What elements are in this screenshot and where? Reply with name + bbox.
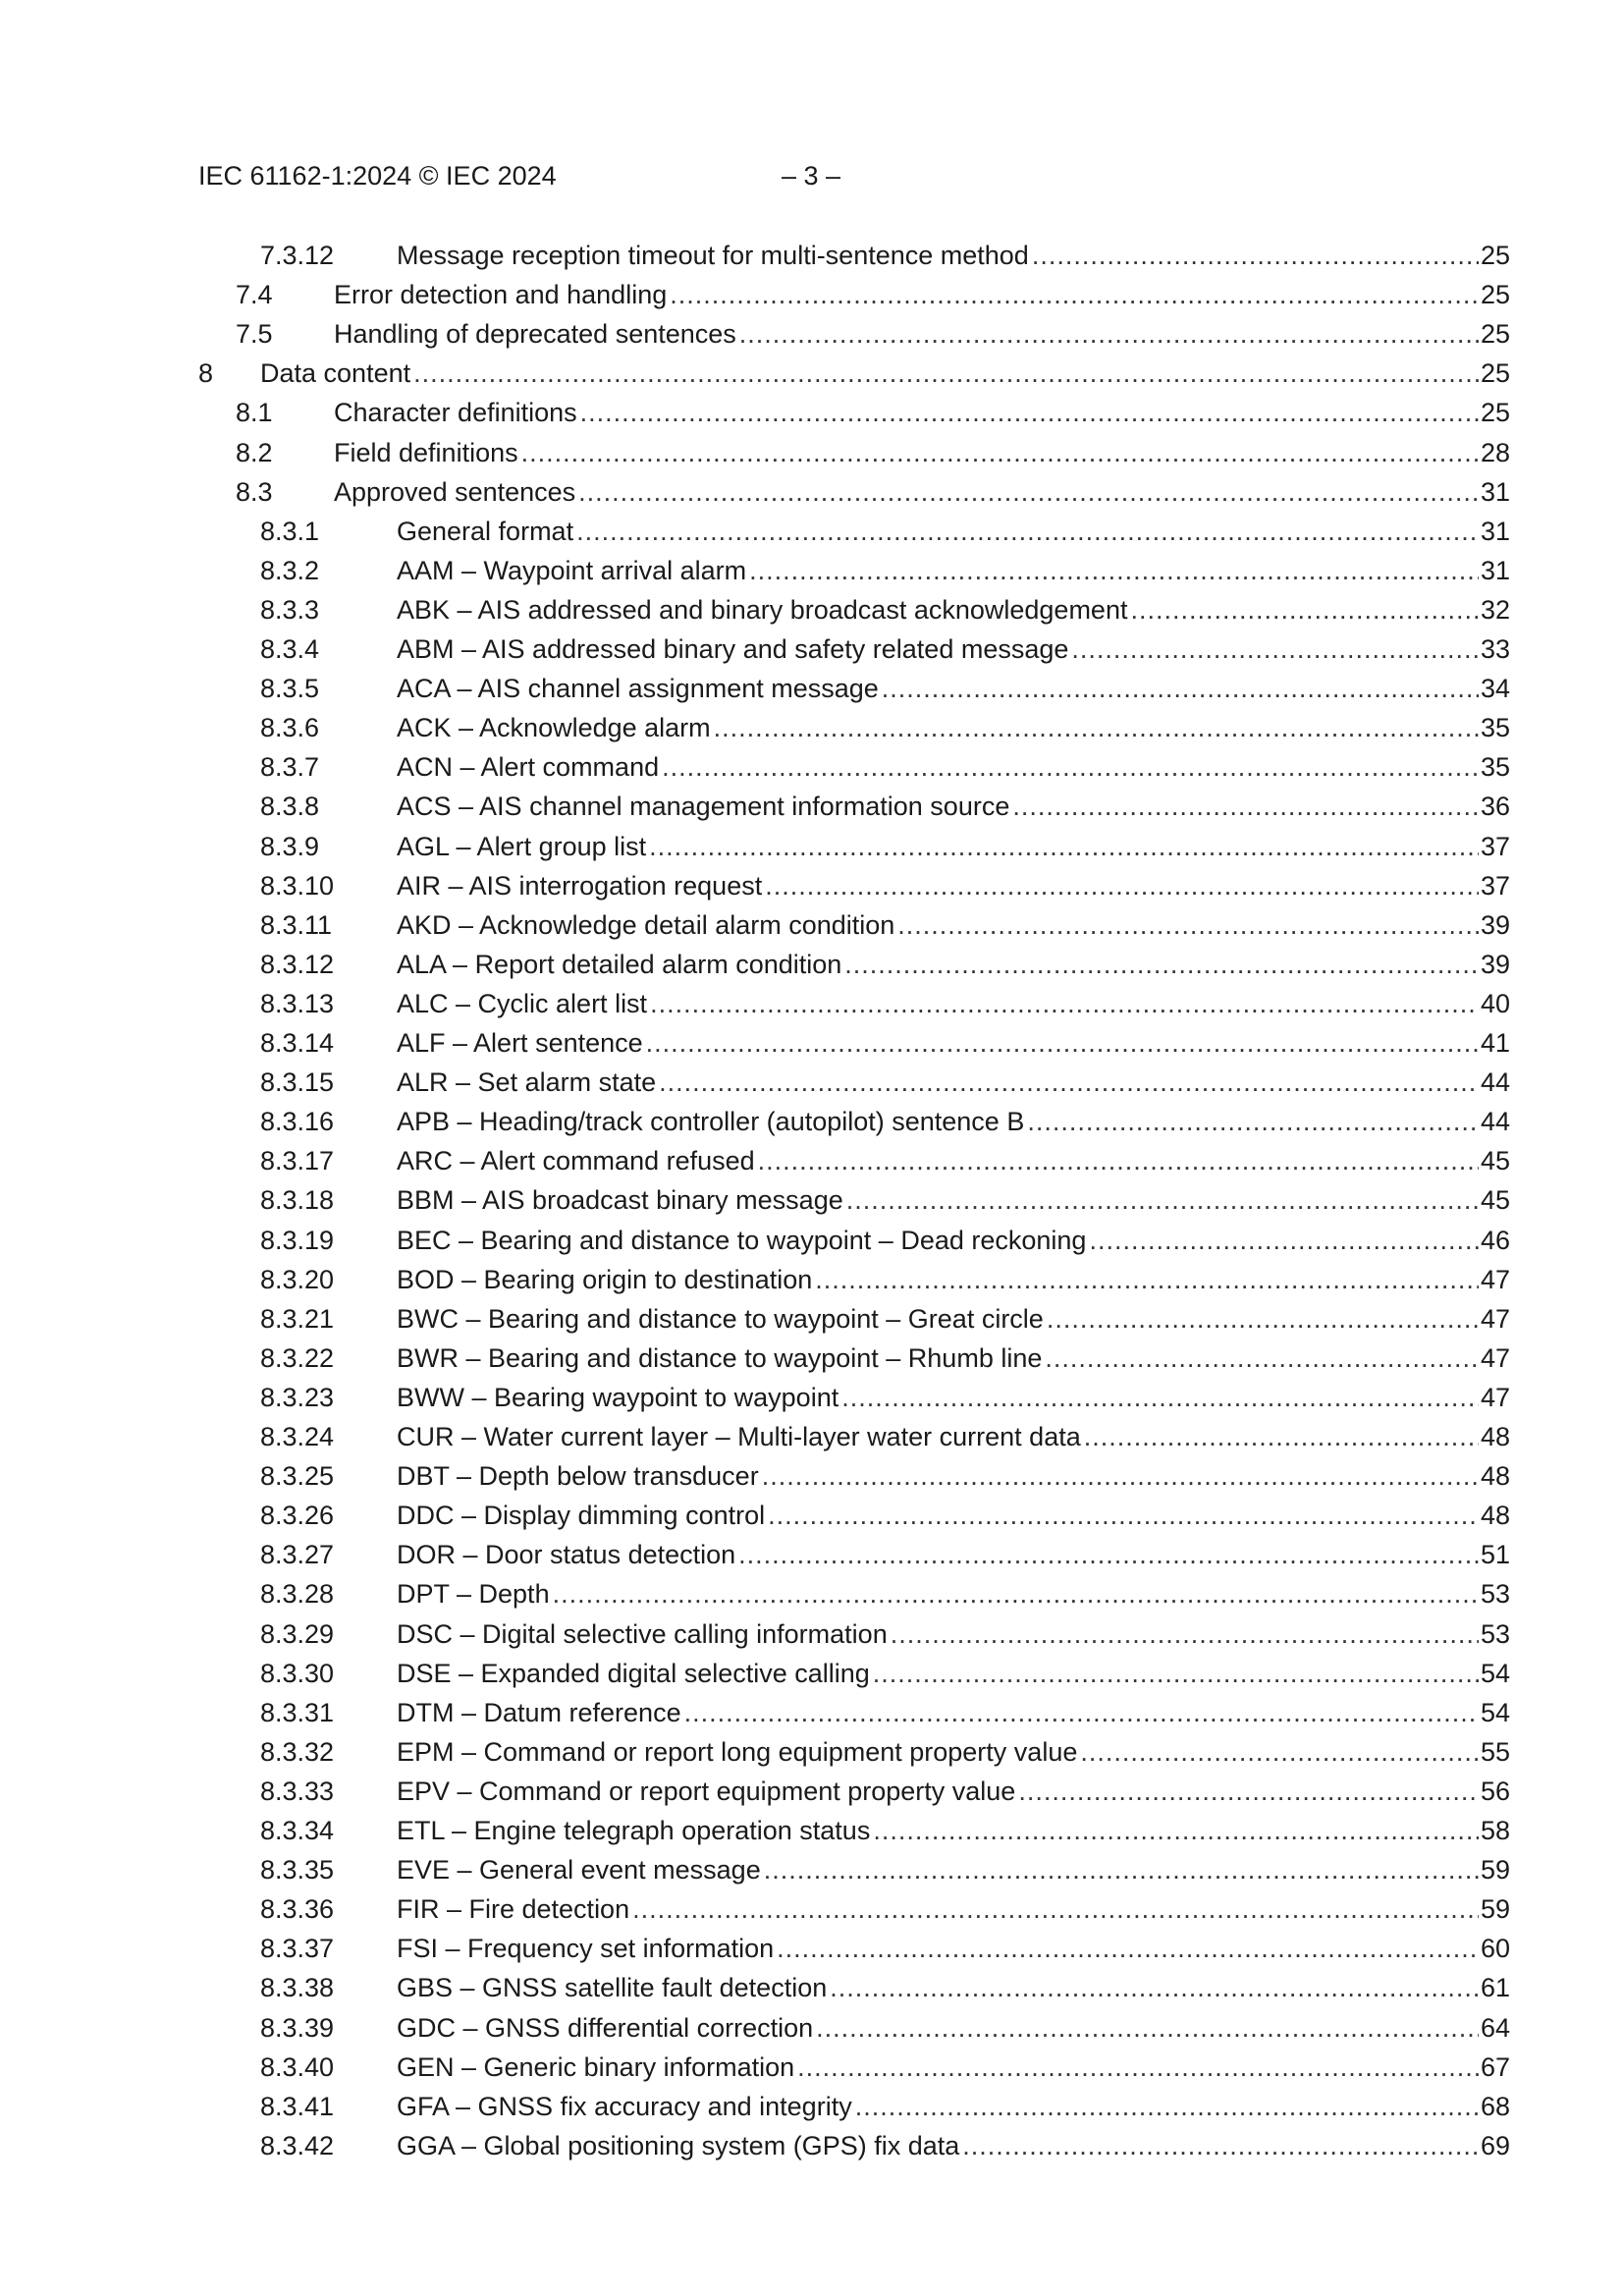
toc-entry-page: 54 [1480,1658,1510,1688]
toc-entry-page: 25 [1480,280,1510,310]
toc-entry-page: 35 [1480,713,1510,743]
toc-entry[interactable] [0,747,1623,787]
dot-leader [670,275,1479,314]
toc-entry-page: 37 [1480,831,1510,861]
toc-entry[interactable] [0,905,1623,945]
toc-entry[interactable] [0,629,1623,669]
toc-entry-number: 7.3.12 [260,241,335,270]
toc-entry-title: BEC – Bearing and distance to waypoint – Dead reckoning [397,1225,1087,1255]
toc-entry[interactable] [0,1221,1623,1260]
toc-entry[interactable] [0,472,1623,512]
toc-entry-number: 8.3.29 [260,1618,335,1649]
toc-entry-number: 8.3.33 [260,1776,335,1806]
toc-entry-page: 31 [1480,516,1510,546]
toc-entry-page: 51 [1480,1540,1510,1570]
toc-entry-number: 8.3.27 [260,1540,335,1570]
dot-leader [882,669,1479,708]
toc-entry-page: 68 [1480,2091,1510,2121]
dot-leader [1045,1339,1479,1378]
toc-entry-page: 48 [1480,1461,1510,1492]
toc-entry-title: BWW – Bearing waypoint to waypoint [397,1382,839,1412]
dot-leader [413,354,1479,393]
toc-entry-page: 35 [1480,752,1510,783]
toc-entry[interactable] [0,393,1623,432]
toc-entry[interactable] [0,236,1623,275]
toc-entry[interactable] [0,1574,1623,1613]
toc-entry[interactable] [0,945,1623,984]
toc-entry-page: 31 [1480,476,1510,507]
dot-leader [841,1378,1479,1417]
toc-entry-page: 31 [1480,555,1510,585]
toc-entry-number: 8.3.30 [260,1658,335,1688]
toc-entry[interactable] [0,1968,1623,2007]
toc-entry-number: 8.3.34 [260,1816,335,1845]
dot-leader [1027,1102,1479,1141]
toc-entry-title: BBM – AIS broadcast binary message [397,1185,843,1216]
toc-entry-page: 36 [1480,792,1510,822]
dot-leader [1032,236,1479,275]
toc-entry-number: 8.3.6 [260,713,320,743]
dot-leader [765,866,1479,905]
toc-entry-number: 8.2 [236,437,273,467]
toc-entry-title: AAM – Waypoint arrival alarm [397,555,747,585]
toc-entry-title: General format [397,516,574,546]
toc-entry-page: 45 [1480,1146,1510,1176]
toc-entry-title: GFA – GNSS fix accuracy and integrity [397,2091,852,2121]
toc-entry-page: 39 [1480,949,1510,979]
toc-entry[interactable] [0,512,1623,551]
toc-entry-number: 8.3.36 [260,1894,335,1925]
toc-entry[interactable] [0,827,1623,866]
toc-entry[interactable] [0,1417,1623,1456]
toc-entry[interactable] [0,1023,1623,1063]
toc-entry-page: 47 [1480,1303,1510,1334]
dot-leader [1047,1299,1479,1339]
dot-leader [714,708,1479,747]
toc-entry-title: DTM – Datum reference [397,1697,681,1727]
dot-leader [1089,1221,1479,1260]
toc-entry-title: ACA – AIS channel assignment message [397,674,879,704]
toc-entry-page: 54 [1480,1697,1510,1727]
toc-entry-number: 8.3.39 [260,2012,335,2043]
toc-entry-title: DOR – Door status detection [397,1540,736,1570]
toc-entry[interactable] [0,2008,1623,2048]
toc-entry-page: 25 [1480,358,1510,389]
toc-entry-number: 8.3.32 [260,1736,335,1767]
dot-leader [815,1260,1479,1299]
toc-entry-number: 8 [198,358,214,389]
toc-entry-page: 47 [1480,1382,1510,1412]
toc-entry-page: 25 [1480,319,1510,350]
toc-entry-title: GDC – GNSS differential correction [397,2012,814,2043]
dot-leader [846,1180,1479,1220]
toc-entry-number: 8.3.37 [260,1934,335,1964]
toc-entry-page: 60 [1480,1934,1510,1964]
toc-entry-page: 37 [1480,870,1510,901]
toc-entry-title: Handling of deprecated sentences [334,319,736,350]
toc-entry-title: ALR – Set alarm state [397,1067,657,1098]
toc-entry[interactable] [0,1141,1623,1180]
toc-entry[interactable] [0,1772,1623,1811]
toc-entry-title: Error detection and handling [334,280,668,310]
toc-entry-title: ABK – AIS addressed and binary broadcast acknowledgement [397,594,1128,625]
toc-entry-number: 8.3.2 [260,555,320,585]
toc-entry-number: 8.3.5 [260,674,320,704]
toc-entry-page: 55 [1480,1736,1510,1767]
toc-entry-title: EPM – Command or report long equipment property value [397,1736,1078,1767]
toc-entry-title: ACS – AIS channel management information source [397,792,1010,822]
toc-entry-page: 53 [1480,1579,1510,1610]
toc-entry-number: 8.3.31 [260,1697,335,1727]
toc-entry-number: 8.3.12 [260,949,335,979]
toc-entry[interactable] [0,1889,1623,1929]
toc-entry-title: CUR – Water current layer – Multi-layer water current data [397,1422,1081,1451]
dot-leader [830,1968,1479,2007]
dot-leader [1071,629,1479,669]
toc-entry-page: 59 [1480,1855,1510,1886]
toc-entry-title: ACN – Alert command [397,752,660,783]
toc-entry-page: 67 [1480,2051,1510,2082]
toc-entry-title: AGL – Alert group list [397,831,647,861]
toc-entry-number: 8.3.17 [260,1146,335,1176]
dot-leader [576,512,1479,551]
toc-entry-page: 64 [1480,2012,1510,2043]
toc-entry-number: 8.3.9 [260,831,320,861]
dot-leader [777,1929,1479,1968]
toc-entry-page: 48 [1480,1422,1510,1451]
toc-entry-number: 8.3.4 [260,634,320,664]
dot-leader [1130,590,1478,629]
toc-entry[interactable] [0,1299,1623,1339]
dot-leader [797,2048,1479,2087]
toc-entry-number: 8.3.35 [260,1855,335,1886]
dot-leader [580,393,1479,432]
toc-entry-number: 8.3.18 [260,1185,335,1216]
toc-entry-number: 8.3.41 [260,2091,335,2121]
toc-entry-page: 46 [1480,1225,1510,1255]
dot-leader [873,1654,1479,1693]
toc-entry-page: 39 [1480,909,1510,940]
toc-entry[interactable] [0,1339,1623,1378]
toc-entry-title: Character definitions [334,398,577,428]
toc-entry-title: GEN – Generic binary information [397,2051,795,2082]
toc-entry[interactable] [0,984,1623,1023]
toc-entry[interactable] [0,551,1623,590]
toc-entry[interactable] [0,1180,1623,1220]
dot-leader [632,1889,1479,1929]
toc-entry-title: EPV – Command or report equipment property value [397,1776,1016,1806]
toc-entry-number: 8.1 [236,398,273,428]
toc-entry-number: 7.5 [236,319,273,350]
toc-entry-page: 25 [1480,398,1510,428]
toc-entry-number: 8.3.13 [260,988,335,1018]
toc-entry-title: Approved sentences [334,476,576,507]
toc-entry-number: 8.3.26 [260,1501,335,1531]
dot-leader [891,1614,1479,1654]
toc-entry[interactable] [0,2048,1623,2087]
toc-entry-title: DSE – Expanded digital selective calling [397,1658,870,1688]
dot-leader [816,2008,1479,2048]
dot-leader [738,1535,1479,1574]
toc-entry-page: 47 [1480,1342,1510,1373]
toc-entry-title: GBS – GNSS satellite fault detection [397,1973,828,2003]
toc-entry[interactable] [0,1654,1623,1693]
toc-entry-title: APB – Heading/track controller (autopilot) sentence B [397,1107,1025,1137]
toc-entry[interactable] [0,275,1623,314]
dot-leader [662,747,1479,787]
toc-entry[interactable] [0,1850,1623,1889]
toc-entry[interactable] [0,708,1623,747]
toc-entry[interactable] [0,669,1623,708]
toc-entry-number: 8.3.11 [260,909,333,940]
toc-entry-number: 8.3.24 [260,1422,335,1451]
toc-entry-page: 41 [1480,1028,1510,1058]
toc-entry-number: 8.3.38 [260,1973,335,2003]
toc-entry-title: ABM – AIS addressed binary and safety related message [397,634,1069,664]
toc-entry-title: BWC – Bearing and distance to waypoint – Great circle [397,1303,1044,1334]
toc-entry-title: ALF – Alert sentence [397,1028,643,1058]
toc-entry-number: 7.4 [236,280,273,310]
toc-entry[interactable] [0,1732,1623,1772]
toc-entry[interactable] [0,2126,1623,2165]
toc-entry-page: 40 [1480,988,1510,1018]
toc-entry-number: 8.3 [236,476,273,507]
dot-leader [962,2126,1479,2165]
toc-entry[interactable] [0,354,1623,393]
toc-entry-page: 59 [1480,1894,1510,1925]
dot-leader [768,1496,1479,1535]
toc-entry[interactable] [0,1496,1623,1535]
toc-entry-title: ALA – Report detailed alarm condition [397,949,842,979]
toc-entry[interactable] [0,314,1623,354]
dot-leader [521,433,1479,472]
toc-entry[interactable] [0,1063,1623,1102]
toc-entry[interactable] [0,1614,1623,1654]
toc-entry[interactable] [0,1811,1623,1850]
toc-entry-number: 8.3.1 [260,516,320,546]
dot-leader [650,984,1479,1023]
toc-entry[interactable] [0,590,1623,629]
toc-entry-title: Field definitions [334,437,518,467]
document-reference: IEC 61162-1:2024 © IEC 2024 [198,161,557,191]
toc-entry-number: 8.3.20 [260,1264,335,1294]
toc-entry-title: ARC – Alert command refused [397,1146,755,1176]
toc-entry-title: FIR – Fire detection [397,1894,630,1925]
toc-entry-title: BWR – Bearing and distance to waypoint – Rhumb line [397,1342,1043,1373]
toc-entry-title: DSC – Digital selective calling information [397,1618,888,1649]
toc-entry-number: 8.3.14 [260,1028,335,1058]
toc-entry-page: 44 [1480,1067,1510,1098]
toc-entry-page: 28 [1480,437,1510,467]
dot-leader [684,1693,1479,1732]
dot-leader [646,1023,1479,1063]
toc-entry[interactable] [0,1456,1623,1496]
toc-entry-page: 53 [1480,1618,1510,1649]
toc-entry-number: 8.3.15 [260,1067,335,1098]
dot-leader [1084,1417,1479,1456]
dot-leader [553,1574,1479,1613]
toc-entry-number: 8.3.10 [260,870,335,901]
dot-leader [659,1063,1479,1102]
toc-entry-title: ACK – Acknowledge alarm [397,713,711,743]
dot-leader [578,472,1479,512]
toc-entry-number: 8.3.7 [260,752,320,783]
toc-entry-page: 32 [1480,594,1510,625]
page-number: – 3 – [782,161,841,191]
toc-entry-title: FSI – Frequency set information [397,1934,775,1964]
dot-leader [897,905,1479,945]
toc-entry-number: 8.3.21 [260,1303,335,1334]
toc-entry[interactable] [0,866,1623,905]
toc-entry-title: DBT – Depth below transducer [397,1461,759,1492]
toc-entry-page: 58 [1480,1816,1510,1845]
toc-entry-number: 8.3.3 [260,594,320,625]
toc-entry-number: 8.3.25 [260,1461,335,1492]
toc-entry-number: 8.3.19 [260,1225,335,1255]
dot-leader [764,1850,1479,1889]
dot-leader [649,827,1479,866]
toc-entry[interactable] [0,1929,1623,1968]
toc-entry-title: EVE – General event message [397,1855,761,1886]
toc-entry-number: 8.3.8 [260,792,320,822]
toc-entry-page: 44 [1480,1107,1510,1137]
toc-entry[interactable] [0,2087,1623,2126]
toc-entry-title: GGA – Global positioning system (GPS) fix data [397,2130,960,2160]
toc-entry[interactable] [0,1378,1623,1417]
toc-entry-page: 69 [1480,2130,1510,2160]
dot-leader [749,551,1479,590]
dot-leader [873,1811,1479,1850]
toc-entry-page: 45 [1480,1185,1510,1216]
toc-entry-title: DPT – Depth [397,1579,550,1610]
dot-leader [1018,1772,1479,1811]
toc-entry-page: 48 [1480,1501,1510,1531]
toc-entry-page: 25 [1480,241,1510,270]
toc-entry-title: DDC – Display dimming control [397,1501,766,1531]
toc-entry-page: 33 [1480,634,1510,664]
toc-entry-number: 8.3.28 [260,1579,335,1610]
toc-entry-title: BOD – Bearing origin to destination [397,1264,813,1294]
dot-leader [758,1141,1479,1180]
toc-entry[interactable] [0,1102,1623,1141]
dot-leader [855,2087,1479,2126]
toc-entry[interactable] [0,787,1623,826]
toc-entry-page: 56 [1480,1776,1510,1806]
dot-leader [739,314,1479,354]
toc-entry-number: 8.3.22 [260,1342,335,1373]
toc-entry-title: AKD – Acknowledge detail alarm condition [397,909,895,940]
toc-entry[interactable] [0,1260,1623,1299]
toc-entry[interactable] [0,1535,1623,1574]
toc-entry-title: ALC – Cyclic alert list [397,988,648,1018]
toc-entry[interactable] [0,433,1623,472]
toc-entry-page: 61 [1480,1973,1510,2003]
dot-leader [844,945,1479,984]
toc-entry-title: Data content [260,358,411,389]
toc-entry-number: 8.3.42 [260,2130,335,2160]
toc-entry-number: 8.3.40 [260,2051,335,2082]
toc-entry-page: 34 [1480,674,1510,704]
dot-leader [1080,1732,1479,1772]
toc-entry-page: 47 [1480,1264,1510,1294]
toc-entry-number: 8.3.23 [260,1382,335,1412]
dot-leader [1012,787,1479,826]
toc-entry-title: AIR – AIS interrogation request [397,870,763,901]
toc-entry-title: Message reception timeout for multi-sentence method [397,241,1029,270]
toc-entry[interactable] [0,1693,1623,1732]
dot-leader [762,1456,1479,1496]
toc-entry-number: 8.3.16 [260,1107,335,1137]
toc-entry-title: ETL – Engine telegraph operation status [397,1816,871,1845]
